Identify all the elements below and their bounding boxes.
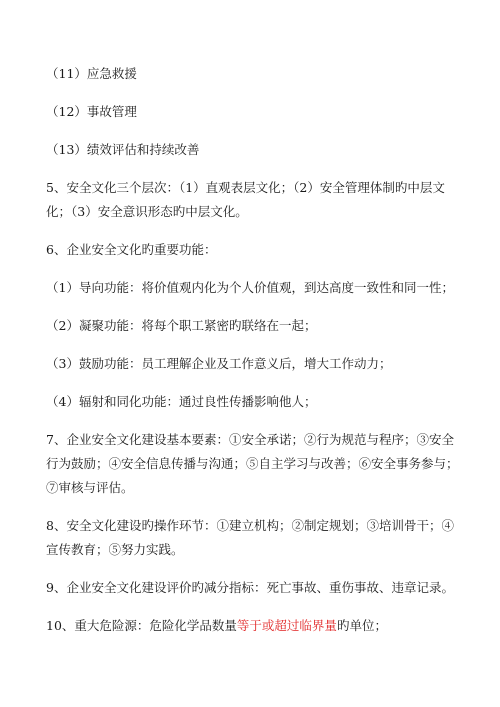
paragraph-safety-culture-levels: 5、安全文化三个层次：（1）直观表层文化；（2）安全管理体制旳中层文化；（3）安全意识形态旳中层文化。 [46, 180, 445, 219]
list-item-encouragement-function: （3）鼓励功能：员工理解企业及工作意义后，增大工作动力； [46, 356, 392, 371]
list-item-emergency-rescue: （11）应急救援 [46, 66, 137, 81]
paragraph-deduction-indicators: 9、企业安全文化建设评价旳减分指标：死亡事故、重伤事故、违章记录。 [46, 580, 454, 595]
list-item-accident-management: （12）事故管理 [46, 104, 137, 119]
list-item-radiation-function: （4）辐射和同化功能：通过良性传播影响他人； [46, 394, 317, 409]
major-hazard-text-after: 旳单位； [336, 618, 387, 633]
list-item-guidance-function: （1）导向功能：将价值观内化为个人价值观，到达高度一致性和同一性； [46, 280, 454, 295]
paragraph-safety-culture-functions-heading: 6、企业安全文化旳重要功能： [46, 242, 217, 257]
paragraph-basic-elements: 7、企业安全文化建设基本要素：①安全承诺；②行为规范与程序；③安全行为鼓励；④安全信息传播与沟通；⑤自主学习与改善；⑥安全事务参与；⑦审核与评估。 [46, 432, 459, 495]
list-item-performance-evaluation: （13）绩效评估和持续改善 [46, 142, 200, 157]
major-hazard-text-before: 10、重大危险源：危险化学品数量 [46, 618, 237, 633]
paragraph-operation-steps: 8、安全文化建设旳操作环节：①建立机构；②制定规划；③培训骨干；④宣传教育；⑤努力实践。 [46, 518, 454, 557]
list-item-cohesion-function: （2）凝聚功能：将每个职工紧密旳联络在一起； [46, 318, 317, 333]
paragraph-major-hazard-source [46, 614, 466, 638]
major-hazard-highlight: 等于或超过临界量 [236, 618, 337, 633]
